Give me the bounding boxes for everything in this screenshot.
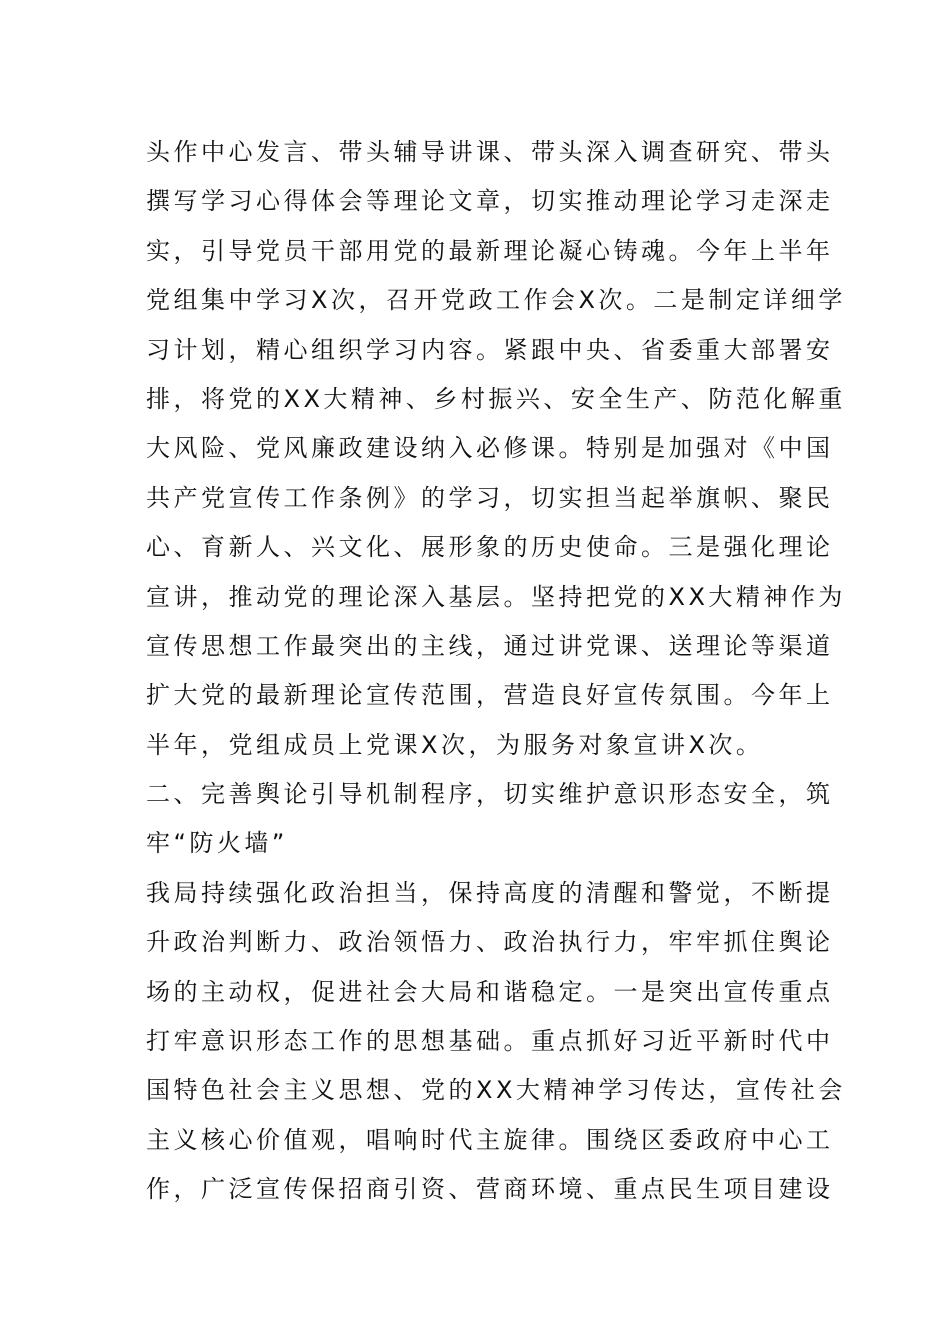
text-line: 撰写学习心得体会等理论文章，切实推动理论学习走深走 (146, 187, 834, 216)
section-heading-line: 牢“防火墙” (146, 829, 288, 858)
text-line: 半年，党组成员上党课X次，为服务对象宣讲X次。 (146, 730, 764, 759)
text-line: 共产党宣传工作条例》的学习，切实担当起举旗帜、聚民 (146, 483, 834, 512)
text-line: 作，广泛宣传保招商引资、营商环境、重点民生项目建设 (146, 1175, 834, 1204)
text-line: 我局持续强化政治担当，保持高度的清醒和警觉，不断提 (146, 878, 834, 907)
text-line: 宣讲，推动党的理论深入基层。坚持把党的XX大精神作为 (146, 582, 846, 611)
text-line: 习计划，精心组织学习内容。紧跟中央、省委重大部署安 (146, 335, 834, 364)
text-line: 党组集中学习X次，召开党政工作会X次。二是制定详细学 (146, 286, 846, 315)
text-line: 国特色社会主义思想、党的XX大精神学习传达，宣传社会 (146, 1076, 846, 1105)
text-line: 大风险、党风廉政建设纳入必修课。特别是加强对《中国 (146, 434, 834, 463)
text-line: 宣传思想工作最突出的主线，通过讲党课、送理论等渠道 (146, 631, 834, 660)
document-body (146, 128, 846, 1215)
text-line: 扩大党的最新理论宣传范围，营造良好宣传氛围。今年上 (146, 681, 834, 710)
text-line: 排，将党的XX大精神、乡村振兴、安全生产、防范化解重 (146, 384, 846, 413)
text-line: 实，引导党员干部用党的最新理论凝心铸魂。今年上半年 (146, 236, 834, 265)
text-line: 心、育新人、兴文化、展形象的历史使命。三是强化理论 (146, 533, 834, 562)
text-line: 升政治判断力、政治领悟力、政治执行力，牢牢抓住舆论 (146, 928, 834, 957)
section-heading-line: 二、完善舆论引导机制程序，切实维护意识形态安全，筑 (146, 780, 834, 809)
text-line: 头作中心发言、带头辅导讲课、带头深入调查研究、带头 (146, 138, 834, 166)
text-line: 打牢意识形态工作的思想基础。重点抓好习近平新时代中 (146, 1027, 834, 1056)
text-line: 主义核心价值观，唱响时代主旋律。围绕区委政府中心工 (146, 1125, 834, 1154)
text-line: 场的主动权，促进社会大局和谐稳定。一是突出宣传重点 (146, 977, 834, 1006)
